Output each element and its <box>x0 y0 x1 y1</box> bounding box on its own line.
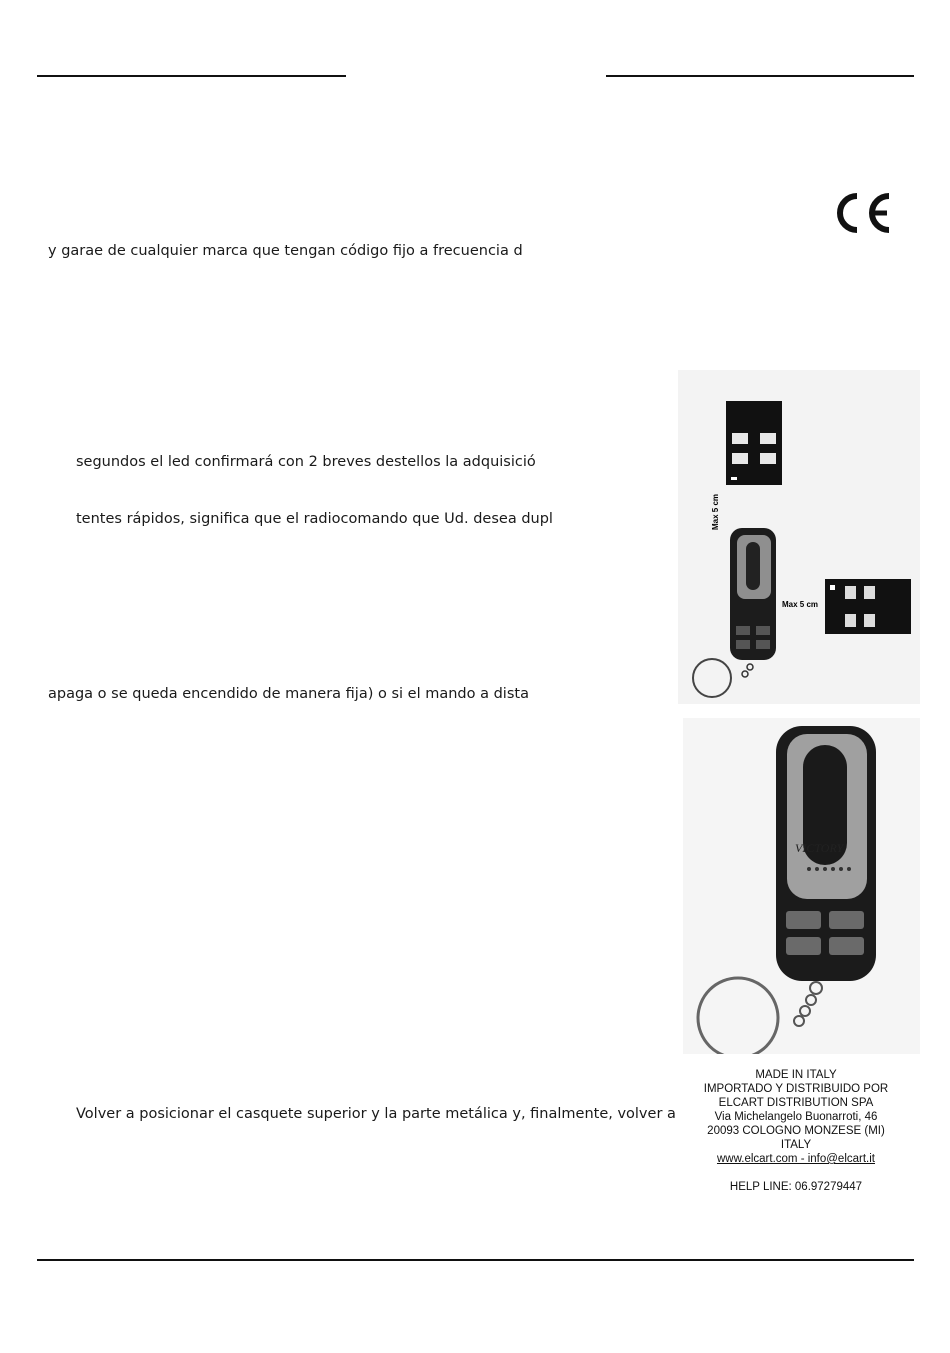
original-remote-top <box>726 401 782 485</box>
imprint-company: ELCART DISTRIBUTION SPA <box>718 1097 874 1109</box>
ce-mark-icon <box>833 190 895 236</box>
imprint-imported-by: IMPORTADO Y DISTRIBUIDO POR <box>703 1083 889 1095</box>
imprint-made-in: MADE IN ITALY <box>755 1069 837 1081</box>
imprint-street: Via Michelangelo Buonarroti, 46 <box>714 1111 878 1123</box>
original-remote-side <box>825 579 911 634</box>
imprint-web-link[interactable]: www.elcart.com - info@elcart.it <box>716 1153 876 1165</box>
brand-label: VICTORY <box>795 841 844 855</box>
text-line-5: Volver a posicionar el casquete superior y la parte metálica y, finalmente, volver a <box>76 1106 676 1122</box>
header-rule-left <box>37 75 346 77</box>
text-line-1: y garae de cualquier marca que tengan código fijo a frecuencia d <box>48 243 523 259</box>
product-photo <box>683 718 920 1054</box>
text-line-2: segundos el led confirmará con 2 breves destellos la adquisició <box>76 454 536 470</box>
imprint-help-line: HELP LINE: 06.97279447 <box>729 1181 863 1193</box>
dim-label-horizontal: Max 5 cm <box>782 600 819 609</box>
text-line-3: tentes rápidos, significa que el radiocomando que Ud. desea dupl <box>76 511 553 527</box>
cloning-diagram <box>678 370 920 704</box>
imprint-city: 20093 COLOGNO MONZESE (MI) <box>707 1125 885 1137</box>
dim-label-vertical: Max 5 cm <box>711 493 720 530</box>
footer-rule <box>37 1259 914 1261</box>
imprint-country: ITALY <box>780 1139 812 1151</box>
text-line-4: apaga o se queda encendido de manera fija) o si el mando a dista <box>48 686 529 702</box>
clone-remote <box>693 528 776 697</box>
header-rule-right <box>606 75 914 77</box>
imprint-block <box>680 1068 912 1194</box>
